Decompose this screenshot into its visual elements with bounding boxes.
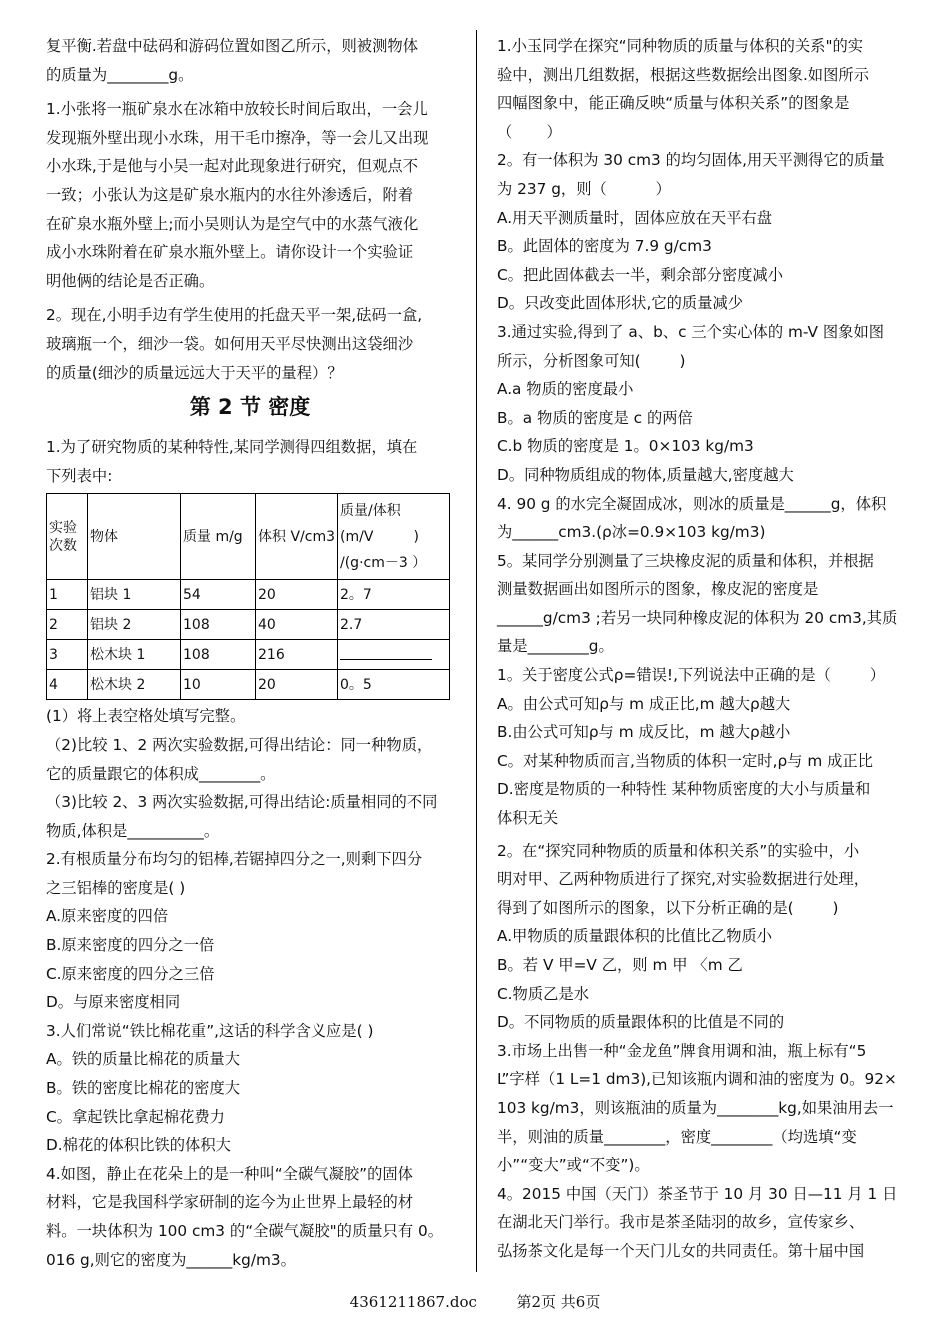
text-line: 得到了如图所示的图象，以下分析正确的是( ) xyxy=(497,898,839,917)
option-a: A.a 物质的密度最小 xyxy=(497,380,634,399)
text-line: 复平衡.若盘中砝码和游码位置如图乙所示，则被测物体 xyxy=(46,37,418,55)
column-divider xyxy=(476,30,477,1272)
text-line: 半，则油的质量________，密度________（均选填“变 xyxy=(497,1127,857,1146)
page-footer xyxy=(0,1291,950,1312)
text-line: 4.如图，静止在花朵上的是一种叫“全碳气凝胶”的固体 xyxy=(46,1164,413,1183)
cell-ratio-blank xyxy=(338,640,450,670)
table-row xyxy=(47,640,450,670)
text-line: （3)比较 2、3 两次实验数据,可得出结论:质量相同的不同 xyxy=(46,793,438,812)
option-b: B。若 V 甲=V 乙，则 m 甲 〈m 乙 xyxy=(497,956,743,974)
text-line: 所示，分析图象可知( ) xyxy=(497,351,686,370)
text-line: 1.小张将一瓶矿泉水在冰箱中放较长时间后取出，一会儿 xyxy=(46,100,428,119)
text-line: 物质,体积是__________。 xyxy=(46,821,220,840)
question-jia-yi xyxy=(497,837,907,1037)
footer-page-number: 第2页 共6页 xyxy=(516,1293,601,1311)
text-line: 玻璃瓶一个，细沙一袋。如何用天平尽快测出这袋细沙 xyxy=(46,334,414,353)
option-d: D.密度是物质的一种特性 某种物质密度的大小与质量和 xyxy=(497,780,871,799)
text-line: 成小水珠附着在矿泉水瓶外壁上。请你设计一个实验证 xyxy=(46,243,414,262)
text-line: 小水珠,于是他与小吴一起对此现象进行研究，但观点不 xyxy=(46,157,418,176)
cell-trial: 1 xyxy=(47,580,88,610)
header-cell-volume: 体积 V/cm3 xyxy=(256,494,338,580)
text-line: 的质量(细沙的质量远远大于天平的量程）？ xyxy=(46,363,343,382)
text-line: ______g/cm3 ;若另一块同种橡皮泥的体积为 20 cm3,其质 xyxy=(497,608,898,627)
text-line: （2)比较 1、2 两次实验数据,可得出结论：同一种物质， xyxy=(46,735,433,754)
header-cell-mass: 质量 m/g xyxy=(181,494,256,580)
text-line: 2.有根质量分布均匀的铝棒,若锯掉四分之一,则剩下四分 xyxy=(46,850,423,869)
text-line: L”字样（1 L=1 dm3),已知该瓶内调和油的密度为 0。92× xyxy=(497,1070,897,1089)
question-solid xyxy=(497,146,907,318)
cell-volume: 20 xyxy=(256,580,338,610)
option-b: B。a 物质的密度是 c 的两倍 xyxy=(497,408,693,427)
option-c: C.物质乙是水 xyxy=(497,984,590,1003)
header-cell-ratio xyxy=(338,494,450,580)
cell-ratio: 2。7 xyxy=(338,580,450,610)
cell-ratio: 2.7 xyxy=(338,610,450,640)
text-line: 3.市场上出售一种“金龙鱼”牌食用调和油，瓶上标有“5 xyxy=(497,1041,867,1060)
header-ratio-line1: 质量/体积 xyxy=(340,502,401,519)
text-line: 明他俩的结论是否正确。 xyxy=(46,271,215,290)
text-line: 为______cm3.(ρ冰=0.9×103 kg/m3) xyxy=(497,523,766,542)
text-line: 材料，它是我国科学家研制的迄今为止世界上最轻的材 xyxy=(46,1193,414,1212)
question-density-formula xyxy=(497,661,907,833)
table-row xyxy=(47,580,450,610)
data-table xyxy=(46,493,450,700)
text-line: 016 g,则它的密度为______kg/m3。 xyxy=(46,1250,296,1269)
text-line: 验中，测出几组数据，根据这些数据绘出图象.如图所示 xyxy=(497,65,869,84)
option-b: B.由公式可知ρ与 m 成反比，m 越大ρ越小 xyxy=(497,723,791,742)
text-line: 的质量为________g。 xyxy=(46,65,194,84)
option-a: A.用天平测质量时，固体应放在天平右盘 xyxy=(497,208,773,227)
cell-volume: 216 xyxy=(256,640,338,670)
text-line: 一致；小张认为这是矿泉水瓶内的水往外渗透后，附着 xyxy=(46,185,414,204)
option-c: C.b 物质的密度是 1。0×103 kg/m3 xyxy=(497,437,754,456)
text-line: 3.人们常说“铁比棉花重”,这话的科学含义应是( ) xyxy=(46,1021,374,1040)
text-line: 2。有一体积为 30 cm3 的均匀固体,用天平测得它的质量 xyxy=(497,151,885,170)
option-d: D。只改变此固体形状,它的质量减少 xyxy=(497,294,744,313)
cell-trial: 2 xyxy=(47,610,88,640)
option-b: B。铁的密度比棉花的密度大 xyxy=(46,1079,241,1098)
section-title: 第 2 节 密度 xyxy=(189,395,311,420)
table-row xyxy=(47,610,450,640)
option-b: B。此固体的密度为 7.9 g/cm3 xyxy=(497,237,712,256)
right-column xyxy=(497,32,907,1266)
text-line: 为 237 g，则（ ） xyxy=(497,179,671,198)
question-oil xyxy=(497,1037,907,1180)
text-line: 2。现在,小明手边有学生使用的托盘天平一架,砝码一盒, xyxy=(46,306,423,325)
option-d: D.棉花的体积比铁的体积大 xyxy=(46,1136,231,1155)
question-tea-festival xyxy=(497,1180,907,1266)
cell-trial: 4 xyxy=(47,670,88,700)
cell-mass: 54 xyxy=(181,580,256,610)
text-line: 1.为了研究物质的某种特性,某同学测得四组数据，填在 xyxy=(46,438,418,457)
option-a: A.原来密度的四倍 xyxy=(46,907,169,926)
option-c: C。拿起铁比拿起棉花费力 xyxy=(46,1107,225,1126)
text-line: 明对甲、乙两种物质进行了探究,对实验数据进行处理， xyxy=(497,870,869,889)
text-line: 3.通过实验,得到了 a、b、c 三个实心体的 m-V 图象如图 xyxy=(497,322,885,341)
cell-volume: 20 xyxy=(256,670,338,700)
question-aerogel xyxy=(46,1160,454,1274)
question-abc xyxy=(497,318,907,490)
table-header-row xyxy=(47,494,450,580)
text-line: 料。一块体积为 100 cm3 的“全碳气凝胶"的质量只有 0。 xyxy=(46,1222,444,1240)
cell-volume: 40 xyxy=(256,610,338,640)
header-ratio-line2: (m/V ) xyxy=(340,528,419,545)
answer-blank xyxy=(340,645,432,660)
option-d: D。与原来密度相同 xyxy=(46,993,181,1012)
text-line: 之三铝棒的密度是( ) xyxy=(46,878,186,897)
header-cell-object: 物体 xyxy=(88,494,181,580)
cell-object: 铝块 1 xyxy=(88,580,181,610)
question-zhang xyxy=(46,95,454,295)
option-c: C。把此固体截去一半，剩余部分密度减小 xyxy=(497,265,784,284)
text-line: 5。某同学分别测量了三块橡皮泥的质量和体积，并根据 xyxy=(497,551,874,570)
cell-ratio: 0。5 xyxy=(338,670,450,700)
question-table-intro xyxy=(46,433,454,490)
question-iron-cotton xyxy=(46,1017,454,1160)
cell-mass: 108 xyxy=(181,610,256,640)
text-line: 小”“变大”或“不变”)。 xyxy=(497,1156,650,1175)
text-line: 它的质量跟它的体积成________。 xyxy=(46,764,276,783)
cell-trial: 3 xyxy=(47,640,88,670)
text-line: （ ） xyxy=(497,122,562,141)
option-c: C.原来密度的四分之三倍 xyxy=(46,964,215,983)
option-b: B.原来密度的四分之一倍 xyxy=(46,936,215,955)
cell-object: 松木块 1 xyxy=(88,640,181,670)
table-questions xyxy=(46,702,454,845)
text-line: 发现瓶外壁出现小水珠，用干毛巾擦净，等一会儿又出现 xyxy=(46,128,429,147)
option-a: A。由公式可知ρ与 m 成正比,m 越大ρ越大 xyxy=(497,694,791,713)
text-line: 弘扬茶文化是每一个天门儿女的共同责任。第十届中国 xyxy=(497,1241,865,1260)
text-line: 2。在“探究同种物质的质量和体积关系”的实验中，小 xyxy=(497,841,860,860)
text-line: 在矿泉水瓶外壁上;而小吴则认为是空气中的水蒸气液化 xyxy=(46,214,419,233)
cell-mass: 108 xyxy=(181,640,256,670)
text-line: 1。关于密度公式ρ=错误!,下列说法中正确的是（ ） xyxy=(497,666,886,685)
option-a: A。铁的质量比棉花的质量大 xyxy=(46,1050,241,1069)
question-rubber-clay xyxy=(497,547,907,661)
text-line: 4. 90 g 的水完全凝固成冰，则冰的质量是______g，体积 xyxy=(497,494,887,513)
header-ratio-line3: /(g·cm－3 ） xyxy=(340,554,427,571)
text-line: 下列表中: xyxy=(46,466,113,485)
header-cell-trial: 实验次数 xyxy=(47,494,88,580)
para-balance-continued xyxy=(46,32,454,89)
question-xiaoyu xyxy=(497,32,907,146)
footer-filename: 4361211867.doc xyxy=(349,1293,477,1311)
text-line: 1.小玉同学在探究“同种物质的质量与体积的关系"的实 xyxy=(497,37,864,55)
option-c: C。对某种物质而言,当物质的体积一定时,ρ与 m 成正比 xyxy=(497,751,873,770)
option-d: D。不同物质的质量跟体积的比值是不同的 xyxy=(497,1013,785,1032)
cell-object: 铝块 2 xyxy=(88,610,181,640)
text-line: 量是________g。 xyxy=(497,637,614,656)
cell-mass: 10 xyxy=(181,670,256,700)
text-line: 测量数据画出如图所示的图象，橡皮泥的密度是 xyxy=(497,580,819,599)
text-line: 4。2015 中国（天门）茶圣节于 10 月 30 日—11 月 1 日 xyxy=(497,1184,898,1203)
left-column xyxy=(46,32,454,1274)
question-ice xyxy=(497,490,907,547)
text-line: 四幅图象中，能正确反映“质量与体积关系”的图象是 xyxy=(497,94,850,113)
question-xiaoming xyxy=(46,301,454,387)
text-line: 体积无关 xyxy=(497,809,559,828)
question-aluminum-rod xyxy=(46,845,454,1017)
table-row xyxy=(47,670,450,700)
cell-object: 松木块 2 xyxy=(88,670,181,700)
text-line: 103 kg/m3，则该瓶油的质量为________kg,如果油用去一 xyxy=(497,1098,894,1117)
text-line: 在湖北天门举行。我市是茶圣陆羽的故乡，宣传家乡、 xyxy=(497,1213,865,1232)
option-d: D。同种物质组成的物体,质量越大,密度越大 xyxy=(497,465,794,484)
option-a: A.甲物质的质量跟体积的比值比乙物质小 xyxy=(497,927,773,946)
text-line: (1）将上表空格处填写完整。 xyxy=(46,707,246,726)
